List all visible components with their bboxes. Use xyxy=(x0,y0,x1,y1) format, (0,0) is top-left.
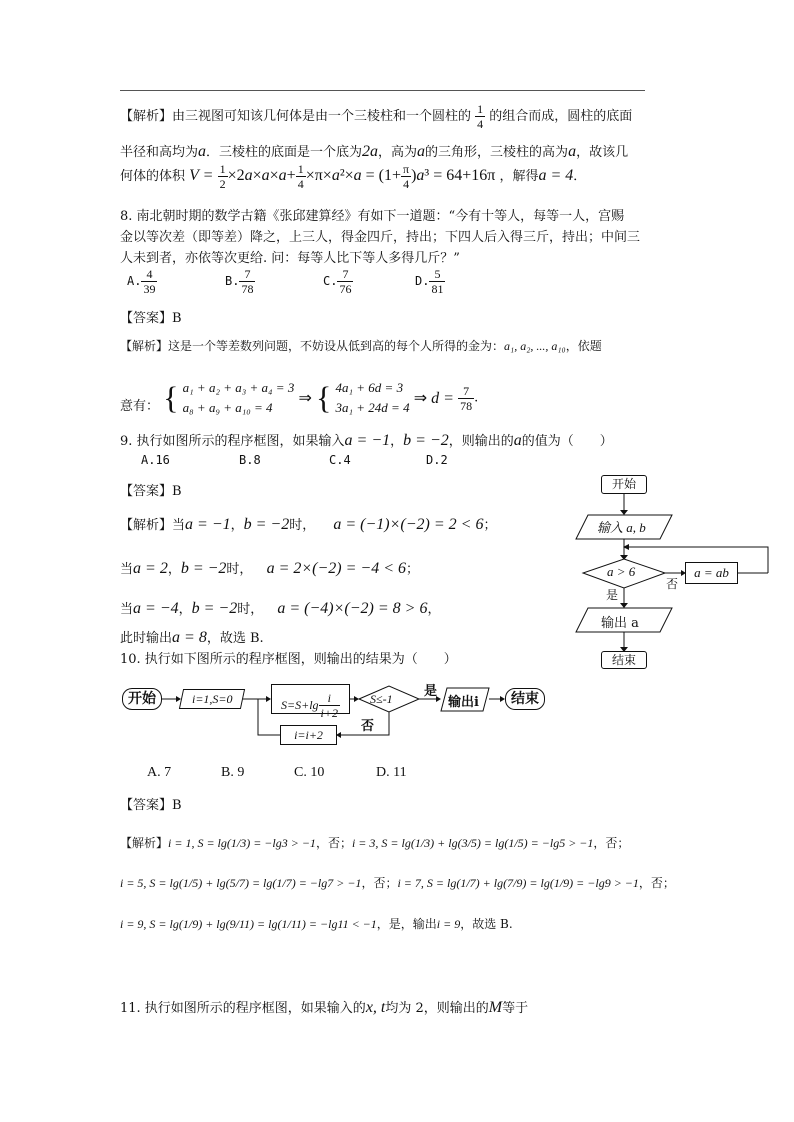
q10-answer: 【答案】B xyxy=(120,798,182,813)
q10-option-b: B. 9 xyxy=(221,765,245,780)
q9-flow-input: 输入 a, b xyxy=(597,520,646,535)
q9-option-a: A.16 xyxy=(141,453,170,467)
q10-analysis-line1: 【解析】i = 1, S = lg(1/3) = −lg3 > −1，否；i = 3, S = lg(1/3) + lg(3/5) = lg(1/5) = −lg5 > −1，否； xyxy=(120,836,630,850)
q8-answer: 【答案】B xyxy=(120,311,182,326)
q10-flow-condition: S≤-1 xyxy=(370,692,393,706)
q10-analysis-line3: i = 9, S = lg(1/9) + lg(9/11) = lg(1/11) = −lg11 < −1，是，输出i = 9，故选 B. xyxy=(120,917,513,931)
q9-analysis-line2: 当a = 2，b = −2时， a = 2×(−2) = −4 < 6； xyxy=(120,560,420,577)
q9-flow-condition: a > 6 xyxy=(607,564,636,579)
q9-flow-end: 结束 xyxy=(601,651,647,669)
q10-flow-increment: i=i+2 xyxy=(280,725,337,745)
q9-flow-assign: a = ab xyxy=(685,562,738,584)
q11-stem: 11. 执行如图所示的程序框图，如果输入的x, t均为 2，则输出的M等于 xyxy=(120,999,529,1016)
q7-analysis-line3: 何体的体积 V = $\frac{1}{2}$ ×2a×a×a+ $\frac{1}{4}$ ×π×a²×a = (1+ $\frac{\pi}{4}$ )a³ = 64+16π ，解得a = 4． xyxy=(120,162,587,191)
q10-flow-update: S=S+lg $\frac{i}{i+2}$ xyxy=(271,684,350,714)
q8-stem-line2: 金以等次差（即等差）降之，上三人，得金四斤，持出；下四人后入得三斤，持出；中间三 xyxy=(120,230,641,245)
q7-analysis-line2: 半径和高均为a．三棱柱的底面是一个底为2a，高为a的三角形，三棱柱的高为a，故该几 xyxy=(120,143,629,160)
q10-flow-no: 否 xyxy=(361,719,375,734)
q10-flow-start: 开始 xyxy=(122,688,162,710)
q7-analysis-line1: 【解析】由三视图可知该几何体是由一个三棱柱和一个圆柱的 $\frac{1}{4}$ 的组合而成，圆柱的底面 xyxy=(120,102,633,131)
q8-stem-line3: 人未到者，亦依等次更给. 问：每等人比下等人多得几斤？” xyxy=(120,251,460,266)
q9-option-c: C.4 xyxy=(329,453,351,467)
q10-option-c: C. 10 xyxy=(294,765,325,780)
q10-flow-yes: 是 xyxy=(424,684,438,699)
q10-analysis-line2: i = 5, S = lg(1/5) + lg(5/7) = lg(1/7) = −lg7 > −1，否；i = 7, S = lg(1/7) + lg(7/9) = lg(1/9) = −lg9 > −1，否； xyxy=(120,876,675,890)
q10-flow-end: 结束 xyxy=(505,688,545,710)
q8-option-a: A. $\frac{4}{39}$ xyxy=(127,267,156,296)
q9-flow-no: 否 xyxy=(666,577,679,591)
q9-answer: 【答案】B xyxy=(120,484,182,499)
q8-analysis-system: 意有： { a₁ + a₂ + a₃ + a₄ = 3 a₈ + a₉ + a₁₀ = 4 ⇒ { 4a₁ + 6d = 3 3a₁ + 24d = 4 ⇒ d = $\frac{7}{78}$ . xyxy=(120,379,479,416)
q9-flow-output: 输出 a xyxy=(601,616,639,631)
q10-option-a: A. 7 xyxy=(147,765,172,780)
q8-option-b: B. $\frac{7}{78}$ xyxy=(225,267,254,296)
q9-analysis-line3: 当a = −4，b = −2时， a = (−4)×(−2) = 8 > 6， xyxy=(120,600,441,617)
q8-option-d: D. $\frac{5}{81}$ xyxy=(415,267,444,296)
q9-flow-start: 开始 xyxy=(601,475,647,494)
q8-analysis-line1: 【解析】这是一个等差数列问题，不妨设从低到高的每个人所得的金为：a₁, a₂, ..., a₁₀，依题 xyxy=(120,339,602,353)
q8-stem-line1: 8. 南北朝时期的数学古籍《张邱建算经》有如下一道题：“今有十等人，每等一人，宫赐 xyxy=(120,209,625,224)
q9-flow-yes: 是 xyxy=(606,588,619,602)
q10-option-d: D. 11 xyxy=(376,765,407,780)
q9-option-b: B.8 xyxy=(239,453,261,467)
q9-stem: 9. 执行如图所示的程序框图，如果输入a = −1，b = −2，则输出的a的值为（ ） xyxy=(120,432,613,449)
q9-analysis-line1: 【解析】当a = −1，b = −2时， a = (−1)×(−2) = 2 < 6； xyxy=(120,516,497,533)
q10-stem: 10. 执行如下图所示的程序框图，则输出的结果为（ ） xyxy=(120,652,457,667)
q10-flow-init: i=1,S=0 xyxy=(179,689,245,709)
q10-flow-output: 输出i xyxy=(448,695,479,710)
q8-option-c: C. $\frac{7}{76}$ xyxy=(323,267,352,296)
q9-analysis-line4: 此时输出a = 8，故选 B. xyxy=(120,629,264,646)
q9-option-d: D.2 xyxy=(426,453,448,467)
